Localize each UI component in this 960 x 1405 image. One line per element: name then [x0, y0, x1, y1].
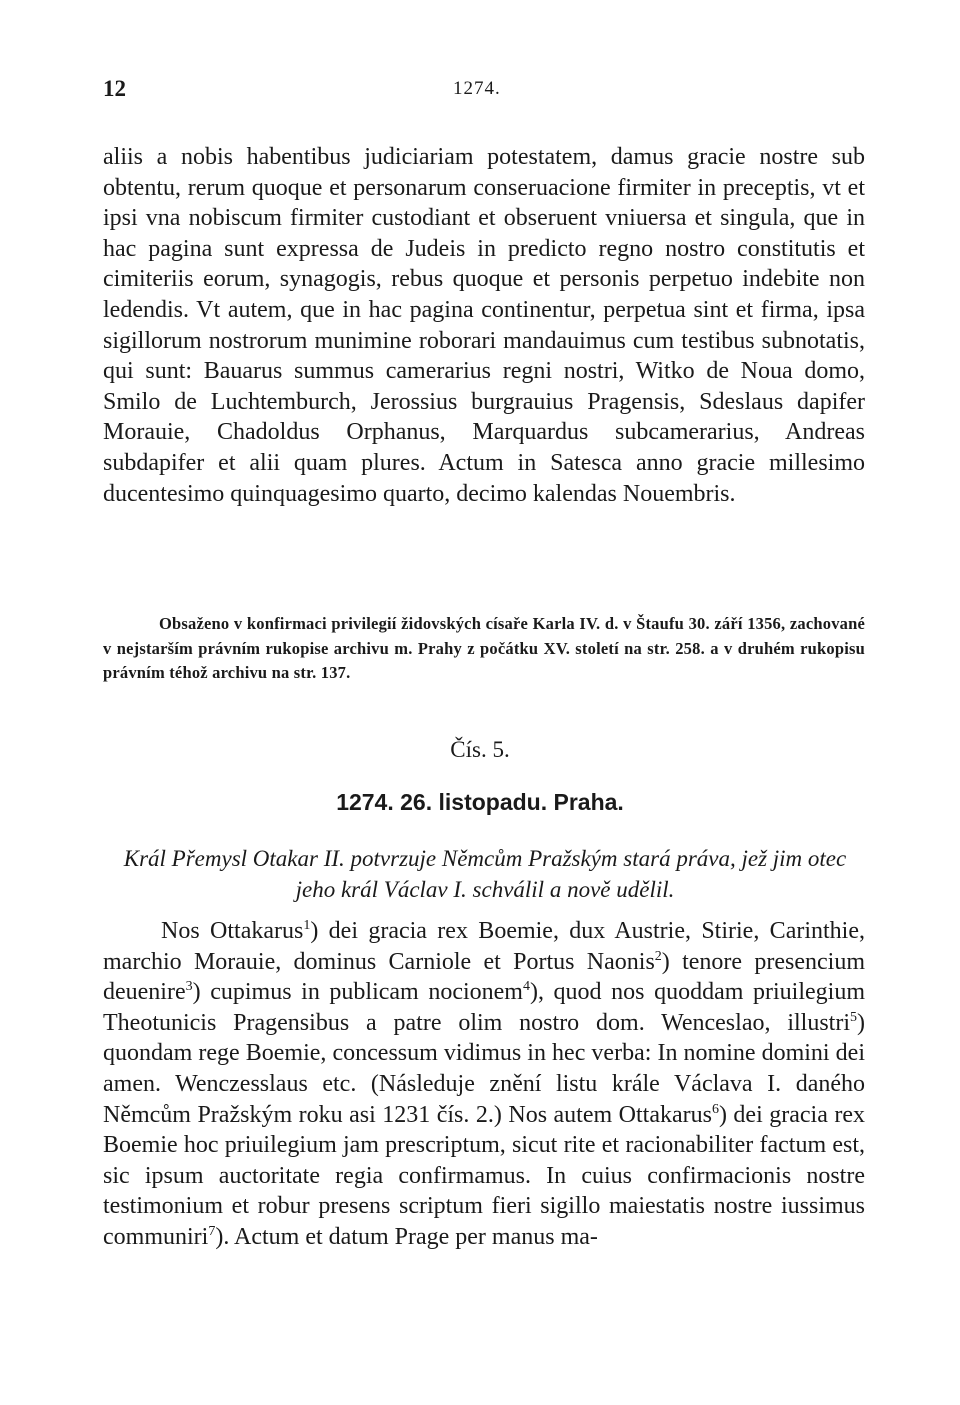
page-number: 12 — [103, 76, 126, 101]
charter-text-continuation: aliis a nobis habentibus judiciariam potestatem, damus gracie nostre sub obtentu, rerum quoque et personarum conseruacione firmiter in preceptis, vt et ipsi vna nobiscum firmiter custodiant et obseruent vniuersa et singula, que in hac pagina sunt expressa de Judeis in predicto regno nostro constitutis et cimiteriis eorum, synagogis, rebus quoque et personis perpetuo indebite non ledendis. Vt autem, que in hac pagina continentur, perpetua sint et firma, ipsa sigillorum nostrorum munimine roborari mandauimus cum testibus subnotatis, qui sunt: Bauarus summus camerarius regni nostri, Witko de Noua domo, Smilo de Luchtemburch, Jerossius burgrauius Pragensis, Sdeslaus dapifer Morauie, Chadoldus Orphanus, Marquardus subcamerarius, Andreas subdapifer et alii quam plures. Actum in Satesca anno gracie millesimo ducentesimo quinquagesimo quarto, decimo kalendas Nouembris. — [103, 144, 865, 507]
text-segment: ) dei gracia rex Boemie, dux Austrie, Stirie, Carinthie, marchio Morauie, dominus Carniole et Portus Naonis — [103, 918, 865, 975]
charter-text — [103, 916, 865, 1253]
document-summary: Král Přemysl Otakar II. potvrzuje Němcům Pražským stará práva, jež jim otec jeho král Václav I. schválil a nově udělil. — [123, 846, 847, 902]
text-segment: ), quod nos quoddam priuilegium Theotunicis Pragensibus a patre olim nostro dom. Wenceslao, illustri — [103, 979, 866, 1036]
text-segment: ). Actum et datum Prage per manus ma- — [215, 1223, 598, 1250]
text-segment: ) quondam rege Boemie, concessum vidimus in hec verba: In nomine domini dei amen. Wenczesslaus etc. (Následuje znění listu krále Václava I. daného Němcům Pražským roku asi 1231 čís. 2.) Nos autem Ottakarus — [103, 1009, 865, 1128]
footnote-marker: 4 — [522, 979, 530, 995]
footnote-marker: 1 — [303, 918, 311, 933]
footnote-marker: 7 — [208, 1223, 216, 1239]
text-segment: ) cupimus in publicam nocionem — [192, 979, 523, 1006]
text-segment: Nos Ottakarus — [161, 918, 304, 944]
page-header — [103, 76, 863, 106]
running-title: 1274. — [453, 78, 501, 99]
source-note — [103, 612, 865, 686]
source-note-text: Obsaženo v konfirmaci privilegií židovských císaře Karla IV. d. v Štaufu 30. září 1356, zachované v nejstarším právním rukopise archivu m. Prahy z počátku XV. století na str. 258. a v druhém rukopisu právním téhož archivu na str. 137. — [103, 614, 865, 682]
footnote-marker: 6 — [711, 1101, 719, 1117]
document-number: Čís. 5. — [450, 737, 510, 762]
text-segment: ) tenore presencium deuenire — [103, 948, 865, 1006]
date-heading: 1274. 26. listopadu. Praha. — [336, 789, 624, 815]
text-segment: ) dei gracia rex Boemie hoc priuilegium jam prescriptum, sicut rite et racionabiliter factum est, sic ipsum auctoritate regia confirmamus. In cuius confirmacionis nostre testimonium et robur presens scriptum fieri sigillo maiestatis nostre iussimus communiri — [103, 1101, 865, 1250]
footnote-marker: 2 — [654, 948, 662, 964]
footnote-marker: 3 — [185, 979, 193, 995]
footnote-marker: 5 — [850, 1009, 857, 1025]
